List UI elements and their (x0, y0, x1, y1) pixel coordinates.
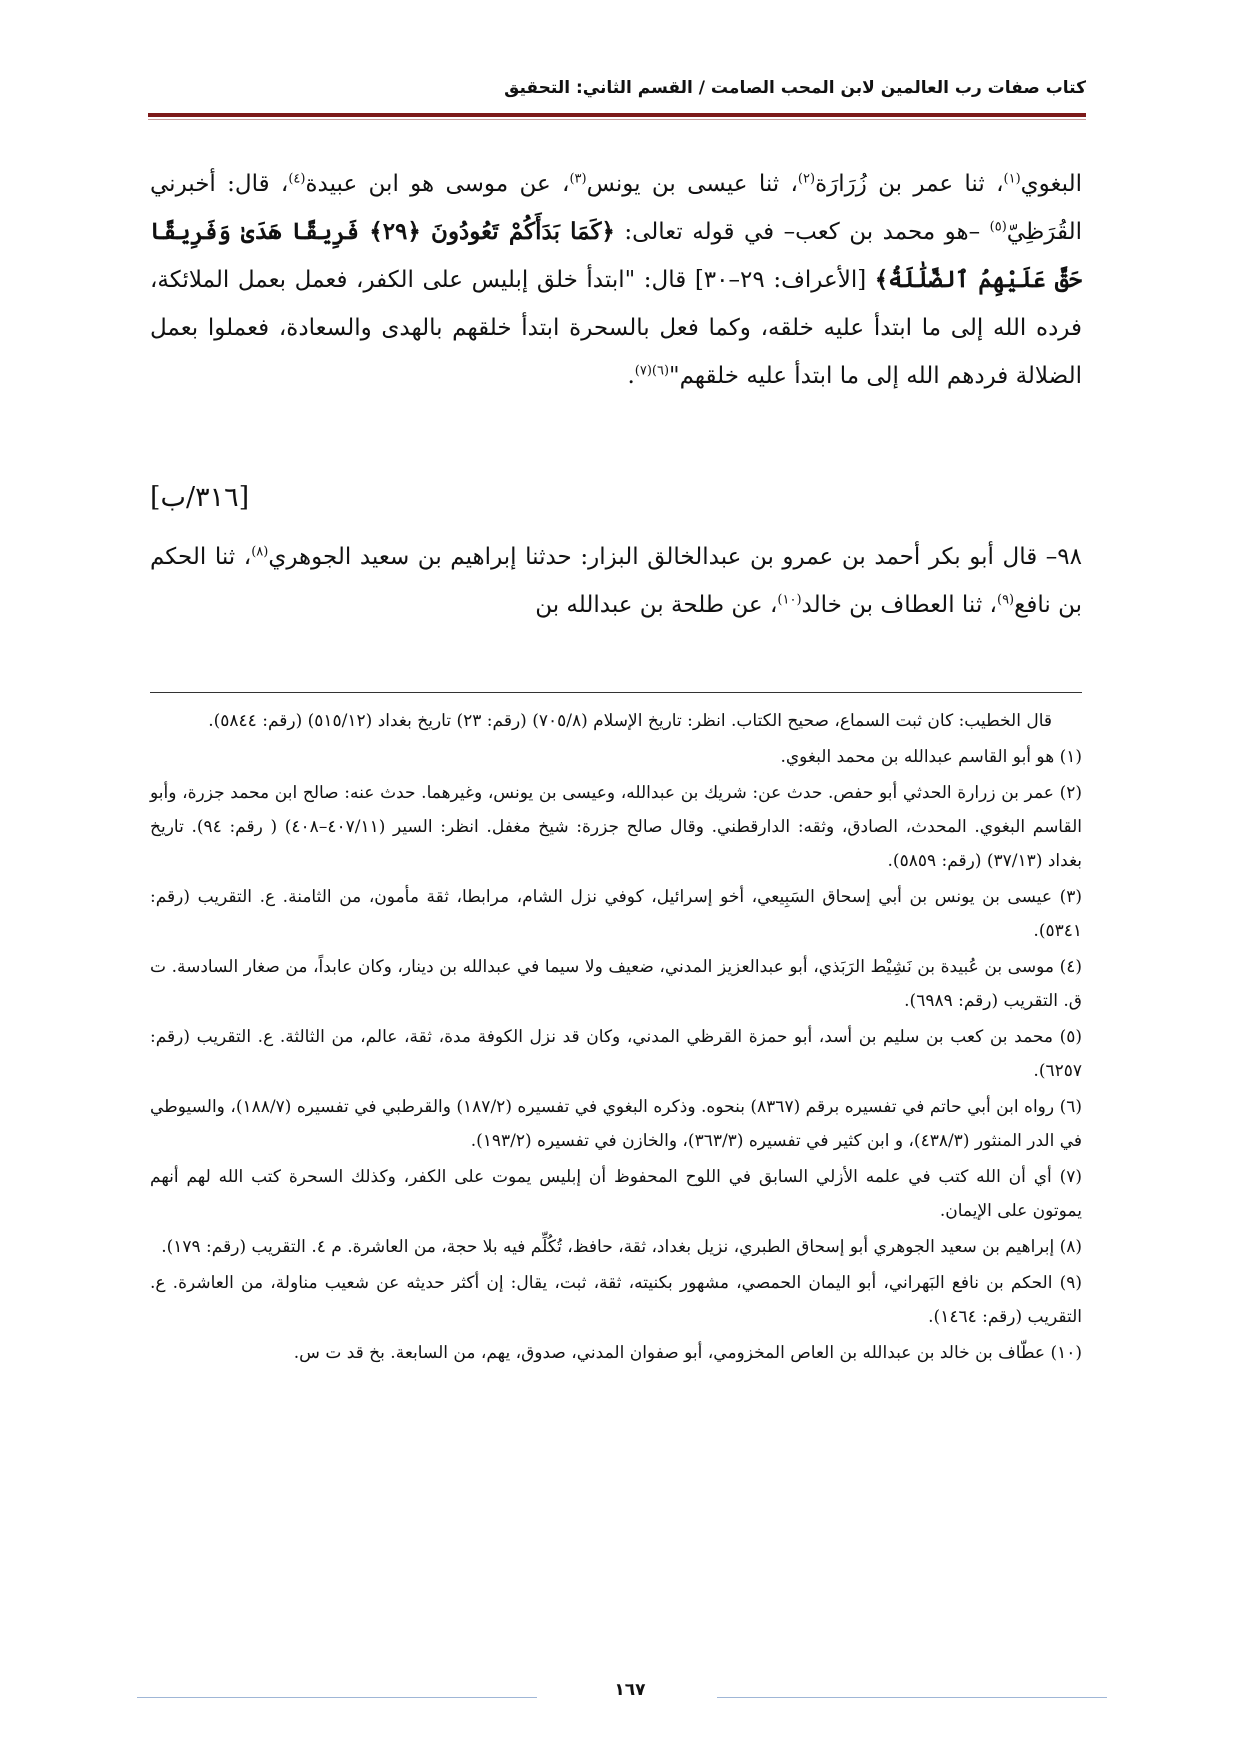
text-run: البغوي (1020, 171, 1082, 197)
footnote-7: (٧) أي أن الله كتب في علمه الأزلي السابق في اللوح المحفوظ أن إبليس يموت على الكفر، وكذلك السحرة كتب الله لهم أنهم يموتون على الإيمان. (150, 1167, 1082, 1221)
footnote-4: (٤) موسى بن عُبيدة بن نَشِيْط الرَبَذي، أبو عبدالعزيز المدني، ضعيف ولا سيما في عبدالله بن دينار، وكان عابداً، من صغار السادسة. ت ق. التقريب (رقم: ٦٩٨٩). (150, 957, 1082, 1011)
footnote-ref[interactable]: (٣) (569, 171, 587, 187)
footnote-separator (150, 692, 1082, 693)
footnote-1: (١) هو أبو القاسم عبدالله بن محمد البغوي. (780, 747, 1082, 767)
footnote-ref[interactable]: (١) (1003, 171, 1021, 187)
manuscript-folio-marker: [٣١٦/ب] (150, 482, 250, 513)
quran-verse: ﴿كَمَا بَدَأَكُمْ تَعُودُونَ ﴿٢٩﴾ فَرِيقًا هَدَىٰ وَفَرِيقًا حَقَّ عَلَيْهِمُ ٱلضَّلَٰلَةُ﴾ (150, 218, 1083, 293)
text-run: ، ثنا عيسى بن يونس (586, 171, 798, 197)
footnote-ref[interactable]: (٢) (797, 171, 816, 187)
footnote-6: (٦) رواه ابن أبي حاتم في تفسيره برقم (٨٣٦٧) بنحوه. وذكره البغوي في تفسيره (١٨٧/٢) والقرطبي في تفسيره (١٨٨/٧)، والسيوطي في الدر المنثور (٤٣٨/٣)، و ابن كثير في تفسيره (٣٦٣/٣)، والخازن في تفسيره (١٩٣/٢). (150, 1097, 1082, 1151)
footnote-ref[interactable]: (٩) (996, 592, 1015, 608)
page-number: ١٦٧ (614, 1680, 646, 1700)
text-run: ٩٨– قال أبو بكر أحمد بن عمرو بن عبدالخالق البزار: حدثنا إبراهيم بن سعيد الجوهري (268, 544, 1082, 570)
main-text (150, 160, 1082, 400)
footnote-ref[interactable]: (٨) (251, 544, 269, 560)
footnote-ref[interactable]: (١٠) (777, 592, 802, 608)
text-run: –هو محمد بن كعب– في قوله تعالى: (614, 219, 990, 245)
footnote-10: (١٠) عطّاف بن خالد بن عبدالله بن العاص المخزومي، أبو صفوان المدني، صدوق، يهم، من السابعة. بخ قد ت س. (293, 1343, 1082, 1363)
footnotes (150, 704, 1082, 1372)
footnote-3: (٣) عيسى بن يونس بن أبي إسحاق السَبِيعي، أخو إسرائيل، كوفي نزل الشام، مرابطا، ثقة مأمون، من الثامنة. ع. التقريب (رقم: ٥٣٤١). (150, 887, 1082, 941)
footnote-2: (٢) عمر بن زرارة الحدثي أبو حفص. حدث عن: شريك بن عبدالله، وعيسى بن يونس، وغيرهما. حدث عنه: صالح ابن محمد جزرة، وأبو القاسم البغوي. المحدث، الصادق، وثقه: الدارقطني. وقال صالح جزرة: شيخ مغفل. انظر: السير (٤٠٧/١١–٤٠٨) ( رقم: ٩٤). تاريخ بغداد (٣٧/١٣) (رقم: ٥٨٥٩). (150, 783, 1082, 871)
text-run: . (627, 363, 635, 389)
paragraph-98 (150, 533, 1082, 629)
paragraph-97-continuation (150, 160, 1082, 400)
text-run: ، عن موسى هو ابن عبيدة (305, 171, 570, 197)
header-rule-thin (148, 119, 1086, 120)
footnote-9: (٩) الحكم بن نافع البَهراني، أبو اليمان الحمصي، مشهور بكنيته، ثقة، ثبت، يقال: إن أكثر حديثه عن شعيب مناولة، من العاشرة. ع. التقريب (رقم: ١٤٦٤). (150, 1273, 1082, 1327)
footnote-ref[interactable]: (٤) (288, 171, 306, 187)
footer-rule-right (717, 1697, 1107, 1698)
text-run: ، ثنا العطاف بن خالد (801, 592, 997, 618)
text-run: [الأعراف: ٢٩–٣٠] قال: "ابتدأ خلق إبليس على الكفر، فعمل بعمل الملائكة، فرده الله إلى ما ابتدأ عليه خلقه، وكما فعل بالسحرة ابتدأ خلقهم بالهدى والسعادة، فعملوا بعمل الضلالة فردهم الله إلى ما ابتدأ عليه خلقهم" (150, 267, 1082, 389)
text-run: ، قال: أخبرني القُرَظِيّ (150, 171, 1082, 245)
footnote-ref[interactable]: (٥) (989, 219, 1007, 235)
text-run: ، عن طلحة بن عبدالله بن (535, 592, 778, 618)
footnote-ref[interactable]: (٦)(٧) (634, 363, 670, 379)
footnote-5: (٥) محمد بن كعب بن سليم بن أسد، أبو حمزة القرظي المدني، وكان قد نزل الكوفة مدة، ثقة، عالم، من الثالثة. ع. التقريب (رقم: ٦٢٥٧). (150, 1027, 1082, 1081)
header-rule (148, 113, 1086, 117)
text-run: ، ثنا عمر بن زُرَارَة (815, 171, 1004, 197)
running-header: كتاب صفات رب العالمين لابن المحب الصامت / القسم الثاني: التحقيق (504, 78, 1086, 98)
footer-rule-left (137, 1697, 537, 1698)
footnote-8: (٨) إبراهيم بن سعيد الجوهري أبو إسحاق الطبري، نزيل بغداد، ثقة، حافظ، تُكُلِّم فيه بلا حجة، من العاشرة. م ٤. التقريب (رقم: ١٧٩). (161, 1237, 1082, 1257)
text-run: ، ثنا الحكم بن نافع (150, 544, 1082, 618)
footnote-carryover: قال الخطيب: كان ثبت السماع، صحيح الكتاب. انظر: تاريخ الإسلام (٧٠٥/٨) (رقم: ٢٣) تاريخ بغداد (٥١٥/١٢) (رقم: ٥٨٤٤). (208, 711, 1052, 731)
